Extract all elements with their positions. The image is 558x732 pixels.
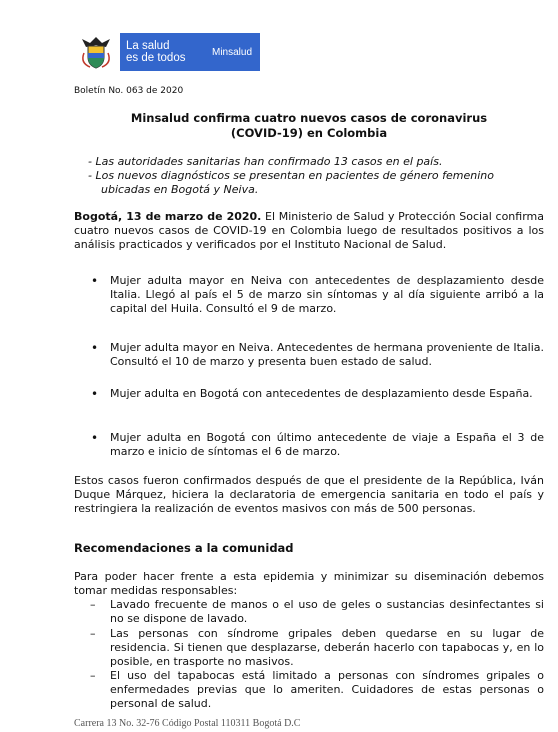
confirmation-paragraph: Estos casos fueron confirmados después de que el presidente de la República, Iván Duque Márquez, hiciera la declaratoria de emergencia sanitaria en todo el país y restringiera la realización de eventos masivos con más de 500 personas. bbox=[74, 474, 544, 516]
coat-of-arms-icon bbox=[76, 33, 116, 71]
summary-item: - Los nuevos diagnósticos se presentan en pacientes de género femenino bbox=[88, 169, 495, 182]
bullet-icon: • bbox=[91, 274, 99, 288]
summary-list bbox=[88, 155, 548, 197]
case-text: Mujer adulta en Bogotá con antecedentes de desplazamiento desde España. bbox=[110, 387, 533, 400]
bullet-icon: • bbox=[91, 341, 99, 355]
title-line-1: Minsalud confirma cuatro nuevos casos de coronavirus bbox=[130, 111, 488, 125]
slogan-line-2: es de todos bbox=[126, 52, 186, 64]
summary-item: - Las autoridades sanitarias han confirmado 13 casos en el país. bbox=[88, 155, 443, 168]
page-footer: Carrera 13 No. 32-76 Código Postal 110311 Bogotá D.C bbox=[74, 718, 301, 729]
title-line-2: (COVID-19) en Colombia bbox=[230, 126, 388, 140]
intro-paragraph bbox=[74, 210, 544, 253]
case-text: Mujer adulta mayor en Neiva con antecedentes de desplazamiento desde Italia. Llegó al país el 5 de marzo sin síntomas y al día siguiente arribó a la capital del Huila. Consultó el 9 de marzo. bbox=[110, 274, 544, 316]
recommendations-intro: Para poder hacer frente a esta epidemia y minimizar su diseminación debemos tomar medidas responsables: bbox=[74, 570, 544, 598]
summary-item: ubicadas en Bogotá y Neiva. bbox=[101, 183, 259, 196]
brand-name: Minsalud bbox=[212, 46, 253, 58]
dateline: Bogotá, 13 de marzo de 2020. bbox=[74, 210, 262, 223]
recommendation-text: El uso del tapabocas está limitado a personas con síndromes gripales o enfermedades previas que lo ameriten. Cuidadores de estas personas o personal de salud. bbox=[110, 669, 544, 710]
recommendation-text: Lavado frecuente de manos o el uso de geles o sustancias desinfectantes si no se dispone de lavado. bbox=[110, 598, 544, 625]
case-text: Mujer adulta en Bogotá con último antecedente de viaje a España el 3 de marzo e inicio de síntomas el 6 de marzo. bbox=[110, 431, 544, 459]
case-text: Mujer adulta mayor en Neiva. Antecedentes de hermana proveniente de Italia. Consultó el 10 de marzo y presenta buen estado de salud. bbox=[110, 341, 544, 369]
dash-icon: – bbox=[90, 627, 96, 640]
recommendations-heading: Recomendaciones a la comunidad bbox=[74, 541, 294, 555]
minsalud-logo bbox=[76, 33, 264, 71]
bulletin-number: Boletín No. 063 de 2020 bbox=[74, 86, 184, 96]
dash-icon: – bbox=[90, 669, 96, 682]
dash-icon: – bbox=[90, 598, 96, 611]
slogan-line-1: La salud bbox=[126, 40, 170, 52]
page-title bbox=[74, 111, 544, 141]
logo-banner bbox=[120, 33, 260, 71]
bullet-icon: • bbox=[91, 431, 99, 445]
intro-text: El Ministerio de Salud y Protección Social confirma cuatro nuevos casos de COVID-19 en Colombia luego de resultados positivos a los análisis practicados y verificados por el Instituto Nacional de Salud. bbox=[74, 210, 544, 252]
bullet-icon: • bbox=[91, 387, 99, 401]
recommendation-text: Las personas con síndrome gripales deben quedarse en su lugar de residencia. Si tienen que desplazarse, deberán hacerlo con tapabocas y, en lo posible, en trasporte no masivos. bbox=[110, 627, 544, 668]
